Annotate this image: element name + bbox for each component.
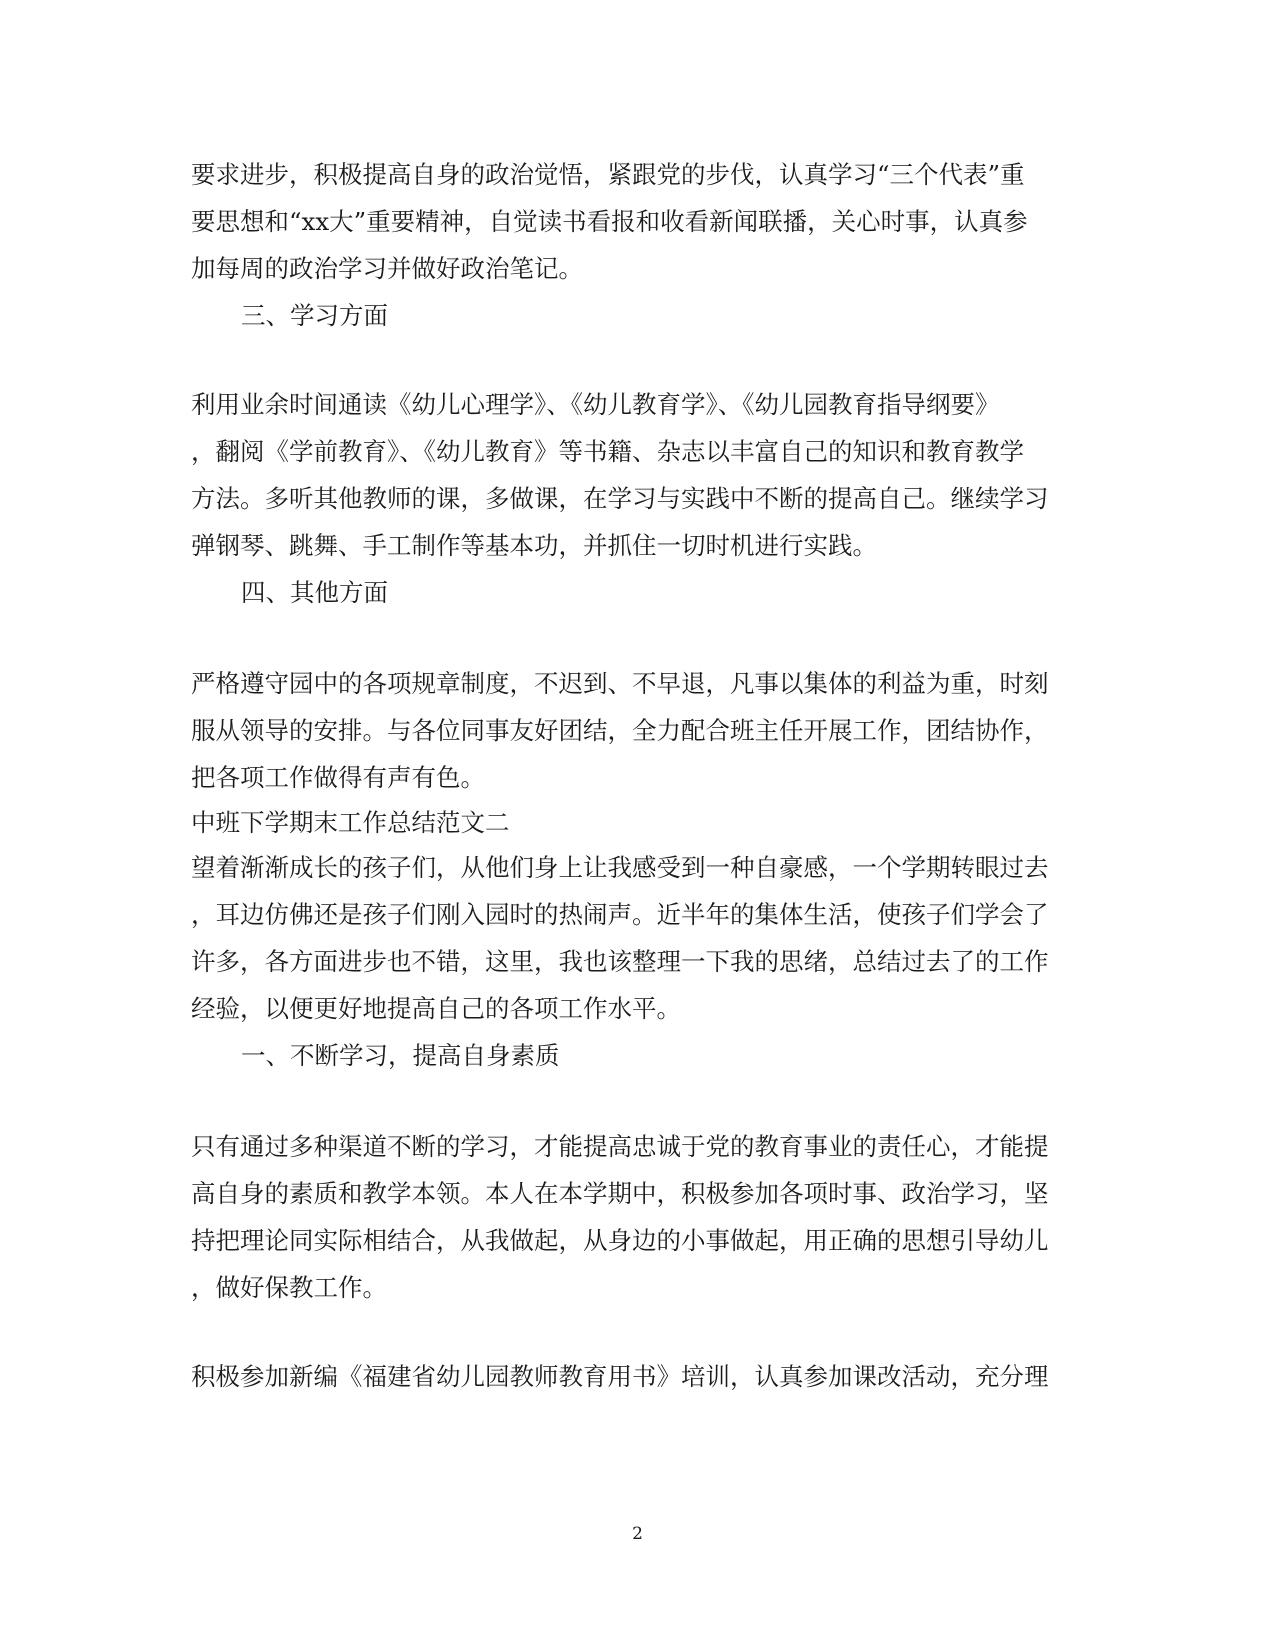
paragraph-line: 持把理论同实际相结合，从我做起，从身边的小事做起，用正确的思想引导幼儿	[191, 1226, 1049, 1255]
paragraph-line: 把各项工作做得有声有色。	[191, 763, 485, 792]
paragraph-line: 要求进步，积极提高自身的政治觉悟，紧跟党的步伐，认真学习“三个代表”重	[191, 160, 1025, 189]
paragraph-line: 方法。多听其他教师的课，多做课，在学习与实践中不断的提高自己。继续学习	[191, 484, 1049, 513]
paragraph-line: 利用业余时间通读《幼儿心理学》、《幼儿教育学》、《幼儿园教育指导纲要》	[191, 390, 1000, 419]
paragraph-line: ，耳边仿佛还是孩子们刚入园时的热闹声。近半年的集体生活，使孩子们学会了	[191, 900, 1049, 929]
document-subtitle: 中班下学期末工作总结范文二	[191, 808, 510, 837]
section-heading: 四、其他方面	[241, 578, 388, 607]
paragraph-line: 加每周的政治学习并做好政治笔记。	[191, 254, 583, 283]
section-heading: 三、学习方面	[241, 301, 388, 330]
paragraph-line: 只有通过多种渠道不断的学习，才能提高忠诚于党的教育事业的责任心，才能提	[191, 1132, 1049, 1161]
paragraph-line: 严格遵守园中的各项规章制度，不迟到、不早退，凡事以集体的利益为重，时刻	[191, 669, 1049, 698]
section-heading: 一、不断学习，提高自身素质	[241, 1041, 560, 1070]
paragraph-line: 经验，以便更好地提高自己的各项工作水平。	[191, 994, 681, 1023]
paragraph-line: ，做好保教工作。	[191, 1273, 387, 1302]
paragraph-line: 积极参加新编《福建省幼儿园教师教育用书》培训，认真参加课改活动，充分理	[191, 1362, 1049, 1391]
paragraph-line: 要思想和“xx大”重要精神，自觉读书看报和收看新闻联播，关心时事，认真参	[191, 207, 1028, 236]
paragraph-line: ，翻阅《学前教育》、《幼儿教育》等书籍、杂志以丰富自己的知识和教育教学	[191, 437, 1024, 466]
paragraph-line: 望着渐渐成长的孩子们，从他们身上让我感受到一种自豪感，一个学期转眼过去	[191, 853, 1049, 882]
paragraph-line: 弹钢琴、跳舞、手工制作等基本功，并抓住一切时机进行实践。	[191, 531, 877, 560]
paragraph-line: 服从领导的安排。与各位同事友好团结，全力配合班主任开展工作，团结协作，	[191, 716, 1049, 745]
page-number: 2	[632, 1524, 643, 1544]
paragraph-line: 许多，各方面进步也不错，这里，我也该整理一下我的思绪，总结过去了的工作	[191, 947, 1049, 976]
paragraph-line: 高自身的素质和教学本领。本人在本学期中，积极参加各项时事、政治学习，坚	[191, 1179, 1049, 1208]
